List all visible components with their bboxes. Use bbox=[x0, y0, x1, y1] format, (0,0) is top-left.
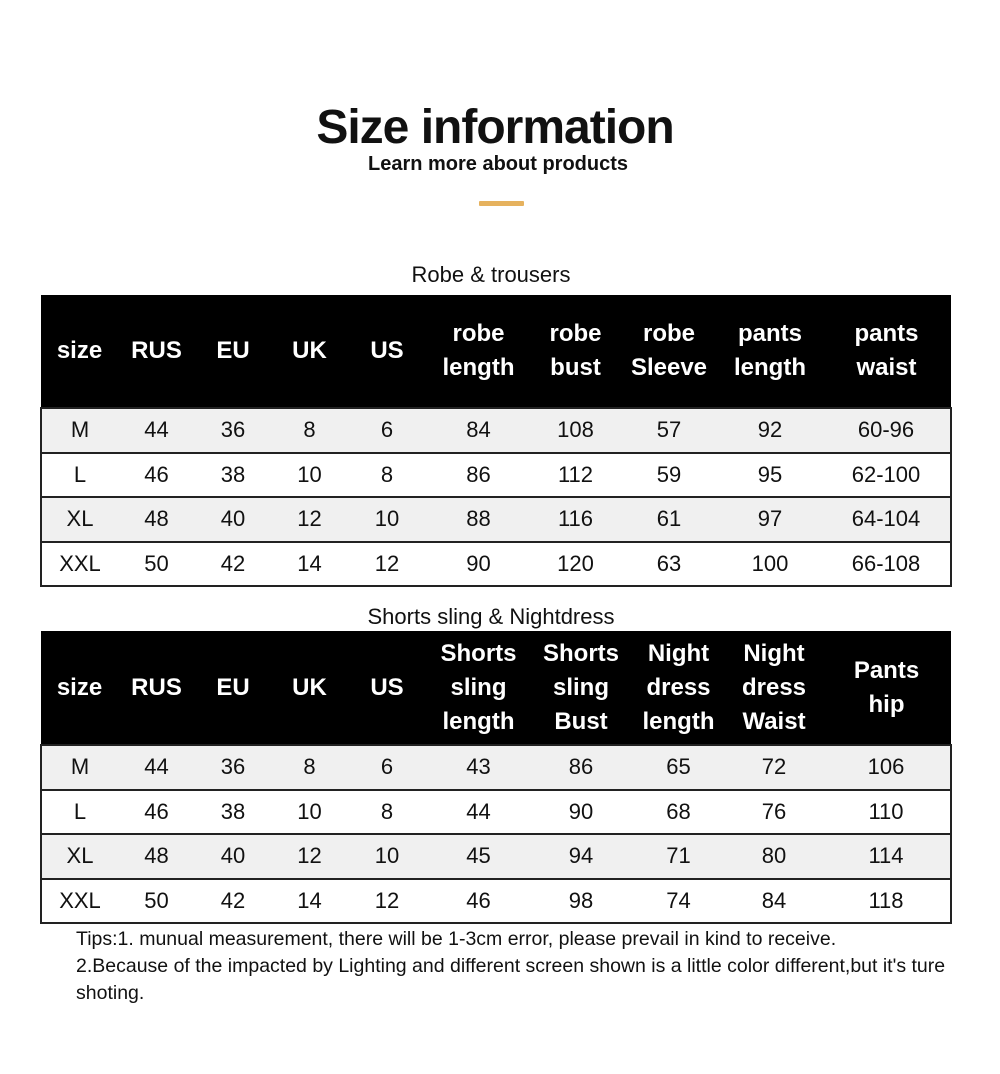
table-cell: 10 bbox=[271, 790, 348, 835]
column-header-line: dress bbox=[741, 673, 807, 701]
column-header-line: UK bbox=[292, 337, 327, 364]
page-subtitle: Learn more about products bbox=[367, 153, 629, 175]
column-header bbox=[348, 295, 426, 408]
column-header bbox=[118, 295, 195, 408]
column-header bbox=[822, 295, 951, 408]
table-cell: 68 bbox=[631, 790, 726, 835]
table-cell: 106 bbox=[822, 745, 951, 790]
table-cell: 10 bbox=[348, 834, 426, 879]
column-header-line: sling bbox=[552, 673, 609, 701]
table-header-row bbox=[41, 631, 951, 745]
column-header-line: bust bbox=[550, 354, 601, 381]
column-header bbox=[195, 295, 271, 408]
table-cell: 66-108 bbox=[822, 542, 951, 587]
table-row bbox=[41, 542, 951, 587]
table-row bbox=[41, 453, 951, 498]
column-header bbox=[271, 295, 348, 408]
table-cell: 65 bbox=[631, 745, 726, 790]
column-header bbox=[426, 631, 531, 745]
table-cell: 44 bbox=[426, 790, 531, 835]
column-header-line: Waist bbox=[742, 707, 806, 735]
table-cell: 110 bbox=[822, 790, 951, 835]
column-header bbox=[531, 631, 631, 745]
table-cell: 50 bbox=[118, 879, 195, 924]
column-header-line: Pants bbox=[853, 656, 920, 684]
column-header-line: Night bbox=[647, 639, 710, 667]
table-cell: M bbox=[41, 745, 118, 790]
table-cell: 76 bbox=[726, 790, 822, 835]
table-cell: 46 bbox=[118, 790, 195, 835]
column-header-line: robe bbox=[642, 320, 695, 347]
robe-size-table bbox=[40, 295, 952, 587]
column-header-line: Bust bbox=[554, 707, 608, 735]
table-cell: 44 bbox=[118, 745, 195, 790]
column-header-line: waist bbox=[856, 354, 917, 381]
table-cell: 88 bbox=[426, 497, 531, 542]
table-cell: 92 bbox=[718, 408, 822, 453]
table-cell: 71 bbox=[631, 834, 726, 879]
table-cell: 80 bbox=[726, 834, 822, 879]
table-cell: 60-96 bbox=[822, 408, 951, 453]
column-header-line: US bbox=[370, 673, 404, 701]
table-cell: 62-100 bbox=[822, 453, 951, 498]
table-cell: 94 bbox=[531, 834, 631, 879]
table-cell: 72 bbox=[726, 745, 822, 790]
table-cell: 6 bbox=[348, 408, 426, 453]
accent-divider bbox=[479, 201, 524, 206]
table-cell: 36 bbox=[195, 408, 271, 453]
table-cell: 86 bbox=[426, 453, 531, 498]
table-cell: 86 bbox=[531, 745, 631, 790]
column-header bbox=[348, 631, 426, 745]
table-cell: 12 bbox=[348, 542, 426, 587]
table-cell: 8 bbox=[271, 408, 348, 453]
column-header-line: RUS bbox=[131, 673, 182, 701]
table-cell: 61 bbox=[620, 497, 718, 542]
table-cell: 48 bbox=[118, 834, 195, 879]
table-cell: L bbox=[41, 790, 118, 835]
table-cell: 12 bbox=[348, 879, 426, 924]
table-cell: 8 bbox=[271, 745, 348, 790]
table-cell: 46 bbox=[118, 453, 195, 498]
table-cell: 64-104 bbox=[822, 497, 951, 542]
column-header-line: size bbox=[56, 673, 103, 701]
table-cell: 120 bbox=[531, 542, 620, 587]
column-header-line: UK bbox=[292, 673, 327, 701]
column-header-line: Sleeve bbox=[630, 354, 708, 381]
column-header-line: robe bbox=[549, 320, 602, 347]
column-header-line: EU bbox=[216, 337, 250, 364]
column-header bbox=[271, 631, 348, 745]
table-cell: 14 bbox=[271, 542, 348, 587]
column-header-line: pants bbox=[737, 320, 802, 347]
table-cell: 10 bbox=[271, 453, 348, 498]
column-header-line: Shorts bbox=[542, 639, 619, 667]
table-cell: 74 bbox=[631, 879, 726, 924]
table-cell: 42 bbox=[195, 879, 271, 924]
column-header-line: EU bbox=[216, 673, 250, 701]
column-header-line: dress bbox=[646, 673, 711, 701]
table-cell: 46 bbox=[426, 879, 531, 924]
table-row bbox=[41, 745, 951, 790]
column-header-line: length bbox=[642, 707, 715, 735]
column-header bbox=[822, 631, 951, 745]
column-header bbox=[41, 295, 118, 408]
column-header-line: length bbox=[734, 354, 806, 381]
table-row bbox=[41, 408, 951, 453]
column-header-line: RUS bbox=[131, 337, 182, 364]
tips-line-1: Tips:1. munual measurement, there will be 1-3cm error, please prevail in kind to receive. bbox=[76, 928, 837, 950]
table-cell: 14 bbox=[271, 879, 348, 924]
table-cell: 38 bbox=[195, 453, 271, 498]
table-cell: 90 bbox=[531, 790, 631, 835]
table-cell: L bbox=[41, 453, 118, 498]
table-cell: 8 bbox=[348, 790, 426, 835]
table-cell: 112 bbox=[531, 453, 620, 498]
table-cell: 43 bbox=[426, 745, 531, 790]
table-cell: 40 bbox=[195, 497, 271, 542]
table-cell: 59 bbox=[620, 453, 718, 498]
shorts-table-caption: Shorts sling & Nightdress bbox=[367, 604, 615, 629]
column-header-line: sling bbox=[450, 673, 507, 701]
column-header bbox=[620, 295, 718, 408]
column-header bbox=[41, 631, 118, 745]
column-header-line: hip bbox=[868, 690, 905, 718]
table-cell: 10 bbox=[348, 497, 426, 542]
column-header bbox=[718, 295, 822, 408]
column-header bbox=[118, 631, 195, 745]
table-cell: 8 bbox=[348, 453, 426, 498]
table-cell: 50 bbox=[118, 542, 195, 587]
table-cell: XL bbox=[41, 497, 118, 542]
table-header-row bbox=[41, 295, 951, 408]
table-row bbox=[41, 497, 951, 542]
table-cell: 42 bbox=[195, 542, 271, 587]
table-row bbox=[41, 834, 951, 879]
table-cell: 84 bbox=[726, 879, 822, 924]
column-header bbox=[631, 631, 726, 745]
table-cell: 114 bbox=[822, 834, 951, 879]
table-cell: 45 bbox=[426, 834, 531, 879]
table-cell: 57 bbox=[620, 408, 718, 453]
page-title: Size information bbox=[316, 101, 674, 154]
table-cell: 118 bbox=[822, 879, 951, 924]
column-header bbox=[726, 631, 822, 745]
column-header-line: pants bbox=[854, 320, 919, 347]
table-cell: 98 bbox=[531, 879, 631, 924]
column-header-line: robe bbox=[452, 320, 505, 347]
table-cell: 90 bbox=[426, 542, 531, 587]
table-cell: 12 bbox=[271, 834, 348, 879]
table-cell: M bbox=[41, 408, 118, 453]
table-cell: 108 bbox=[531, 408, 620, 453]
table-cell: 100 bbox=[718, 542, 822, 587]
table-cell: 6 bbox=[348, 745, 426, 790]
tips-line-2: 2.Because of the impacted by Lighting and different screen shown is a little color different,but it's ture shoting. bbox=[76, 955, 946, 1004]
table-cell: XL bbox=[41, 834, 118, 879]
column-header-line: Shorts bbox=[440, 639, 517, 667]
shorts-size-table bbox=[40, 631, 952, 924]
table-cell: 84 bbox=[426, 408, 531, 453]
table-cell: 36 bbox=[195, 745, 271, 790]
column-header-line: Night bbox=[743, 639, 805, 667]
column-header-line: size bbox=[56, 337, 103, 364]
tips-note bbox=[76, 926, 956, 1007]
table-row bbox=[41, 879, 951, 924]
table-cell: XXL bbox=[41, 879, 118, 924]
table-cell: XXL bbox=[41, 542, 118, 587]
column-header-line: US bbox=[370, 337, 404, 364]
column-header-line: length bbox=[442, 707, 515, 735]
table-cell: 40 bbox=[195, 834, 271, 879]
table-cell: 116 bbox=[531, 497, 620, 542]
robe-table-caption: Robe & trousers bbox=[411, 262, 571, 287]
table-cell: 95 bbox=[718, 453, 822, 498]
table-cell: 63 bbox=[620, 542, 718, 587]
table-row bbox=[41, 790, 951, 835]
column-header bbox=[426, 295, 531, 408]
table-cell: 44 bbox=[118, 408, 195, 453]
column-header-line: length bbox=[442, 354, 515, 381]
column-header bbox=[195, 631, 271, 745]
table-cell: 12 bbox=[271, 497, 348, 542]
table-cell: 38 bbox=[195, 790, 271, 835]
table-cell: 97 bbox=[718, 497, 822, 542]
column-header bbox=[531, 295, 620, 408]
table-cell: 48 bbox=[118, 497, 195, 542]
